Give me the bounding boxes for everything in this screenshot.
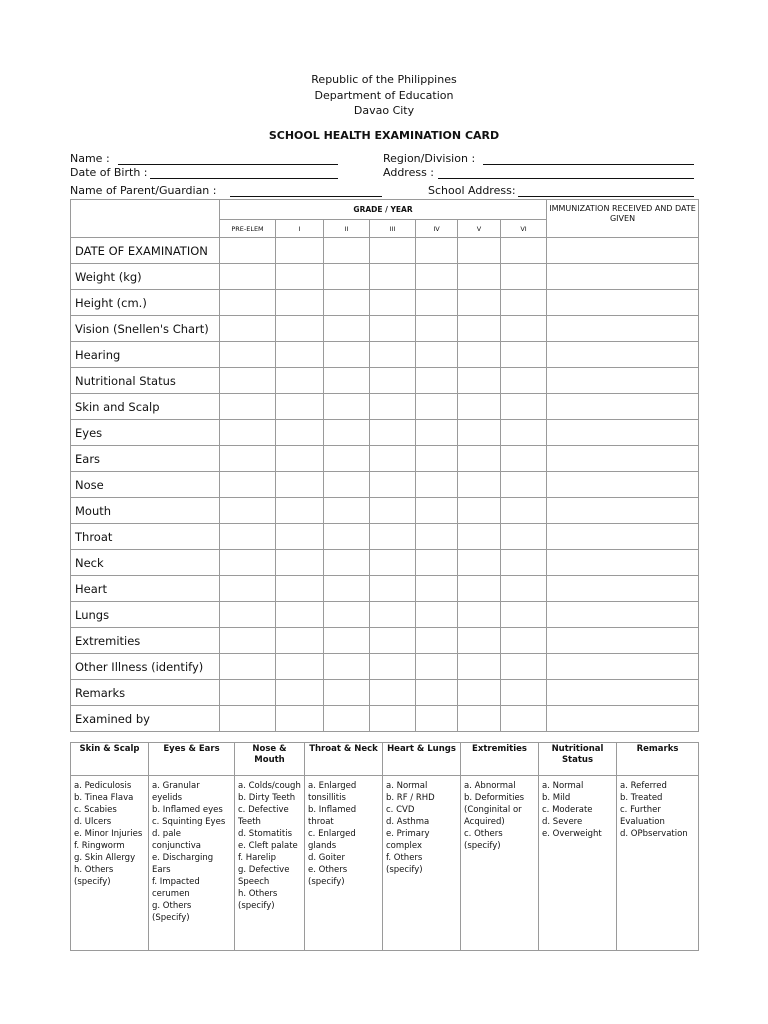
entry-cell-v[interactable] <box>458 524 501 550</box>
legend-item: g. Others (Specify) <box>152 901 192 923</box>
entry-cell-pre-elem[interactable] <box>220 680 276 706</box>
entry-cell-i[interactable] <box>276 264 324 290</box>
legend-list-extremities <box>461 776 539 951</box>
legend-header-eyes-ears: Eyes & Ears <box>149 743 235 776</box>
grade-header-pre-elem: PRE-ELEM <box>220 220 276 238</box>
row-label: Hearing <box>71 342 220 368</box>
entry-cell-vi[interactable] <box>501 446 547 472</box>
entry-cell-pre-elem[interactable] <box>220 264 276 290</box>
immunization-header: IMMUNIZATION RECEIVED AND DATE GIVEN <box>547 200 699 238</box>
legend-item: e. Minor Injuries <box>74 829 143 839</box>
legend-item: e. Others (specify) <box>308 865 348 887</box>
entry-cell-vi[interactable] <box>501 238 547 264</box>
entry-cell-iv[interactable] <box>416 576 458 602</box>
entry-cell-ii[interactable] <box>324 446 370 472</box>
school-address-field[interactable] <box>518 196 694 197</box>
legend-item: d. Severe <box>542 817 583 827</box>
entry-cell-iv[interactable] <box>416 472 458 498</box>
entry-cell-iii[interactable] <box>370 290 416 316</box>
entry-cell-iii[interactable] <box>370 446 416 472</box>
legend-item: b. Treated <box>620 793 663 803</box>
entry-cell-ii[interactable] <box>324 680 370 706</box>
grade-header-i: I <box>276 220 324 238</box>
entry-cell-vi[interactable] <box>501 420 547 446</box>
entry-cell-pre-elem[interactable] <box>220 654 276 680</box>
entry-cell-iii[interactable] <box>370 576 416 602</box>
exam-row-date-of-examination <box>71 238 699 264</box>
entry-cell-v[interactable] <box>458 472 501 498</box>
entry-cell-immunization[interactable] <box>547 368 699 394</box>
legend-item: f. Harelip <box>238 853 277 863</box>
health-exam-table <box>70 199 699 732</box>
entry-cell-v[interactable] <box>458 290 501 316</box>
exam-row-skin-and-scalp <box>71 394 699 420</box>
entry-cell-vi[interactable] <box>501 524 547 550</box>
legend-item: f. Impacted cerumen <box>152 877 200 899</box>
entry-cell-immunization[interactable] <box>547 316 699 342</box>
entry-cell-immunization[interactable] <box>547 602 699 628</box>
entry-cell-immunization[interactable] <box>547 524 699 550</box>
entry-cell-pre-elem[interactable] <box>220 238 276 264</box>
entry-cell-iv[interactable] <box>416 706 458 732</box>
address-field[interactable] <box>438 178 694 179</box>
entry-cell-iv[interactable] <box>416 680 458 706</box>
region-field[interactable] <box>483 164 694 165</box>
entry-cell-iv[interactable] <box>416 264 458 290</box>
legend-header-skin-scalp: Skin & Scalp <box>71 743 149 776</box>
entry-cell-i[interactable] <box>276 550 324 576</box>
entry-cell-i[interactable] <box>276 446 324 472</box>
entry-cell-v[interactable] <box>458 498 501 524</box>
legend-item: d. OPbservation <box>620 829 688 839</box>
entry-cell-iii[interactable] <box>370 602 416 628</box>
entry-cell-iii[interactable] <box>370 628 416 654</box>
grade-header-v: V <box>458 220 501 238</box>
legend-item: a. Colds/cough <box>238 781 301 791</box>
region-label: Region/Division : <box>383 152 476 165</box>
entry-cell-iii[interactable] <box>370 472 416 498</box>
entry-cell-v[interactable] <box>458 238 501 264</box>
entry-cell-immunization[interactable] <box>547 706 699 732</box>
legend-item: h. Others (specify) <box>74 865 114 887</box>
entry-cell-iii[interactable] <box>370 680 416 706</box>
legend-item: e. Discharging Ears <box>152 853 214 875</box>
row-label: DATE OF EXAMINATION <box>71 238 220 264</box>
legend-item: a. Normal <box>386 781 428 791</box>
entry-cell-vi[interactable] <box>501 472 547 498</box>
legend-item: a. Enlarged tonsillitis <box>308 781 357 803</box>
legend-item: d. Goiter <box>308 853 346 863</box>
entry-cell-i[interactable] <box>276 524 324 550</box>
exam-row-nose <box>71 472 699 498</box>
header-department: Department of Education <box>314 89 454 102</box>
legend-item: b. Inflamed eyes <box>152 805 223 815</box>
dob-field[interactable] <box>150 178 338 179</box>
entry-cell-immunization[interactable] <box>547 550 699 576</box>
entry-cell-i[interactable] <box>276 238 324 264</box>
exam-row-eyes <box>71 420 699 446</box>
entry-cell-iii[interactable] <box>370 524 416 550</box>
legend-header-nose-mouth: Nose & Mouth <box>235 743 305 776</box>
entry-cell-v[interactable] <box>458 706 501 732</box>
entry-cell-pre-elem[interactable] <box>220 446 276 472</box>
legend-item: e. Cleft palate <box>238 841 298 851</box>
entry-cell-iv[interactable] <box>416 602 458 628</box>
entry-cell-v[interactable] <box>458 680 501 706</box>
legend-item: d. Stomatitis <box>238 829 293 839</box>
entry-cell-ii[interactable] <box>324 342 370 368</box>
entry-cell-ii[interactable] <box>324 472 370 498</box>
name-label: Name : <box>70 152 110 165</box>
legend-header-remarks: Remarks <box>617 743 699 776</box>
row-label: Height (cm.) <box>71 290 220 316</box>
entry-cell-pre-elem[interactable] <box>220 576 276 602</box>
entry-cell-ii[interactable] <box>324 368 370 394</box>
entry-cell-iv[interactable] <box>416 628 458 654</box>
entry-cell-immunization[interactable] <box>547 290 699 316</box>
entry-cell-pre-elem[interactable] <box>220 498 276 524</box>
exam-row-mouth <box>71 498 699 524</box>
entry-cell-iii[interactable] <box>370 550 416 576</box>
entry-cell-immunization[interactable] <box>547 342 699 368</box>
entry-cell-iv[interactable] <box>416 524 458 550</box>
legend-item: h. Others (specify) <box>238 889 278 911</box>
entry-cell-vi[interactable] <box>501 316 547 342</box>
header-city: Davao City <box>353 104 415 117</box>
legend-item: b. Inflamed throat <box>308 805 357 827</box>
entry-cell-vi[interactable] <box>501 706 547 732</box>
entry-cell-ii[interactable] <box>324 654 370 680</box>
legend-header-throat-neck: Throat & Neck <box>305 743 383 776</box>
legend-item: a. Referred <box>620 781 667 791</box>
row-label: Eyes <box>71 420 220 446</box>
entry-cell-immunization[interactable] <box>547 472 699 498</box>
form-title: SCHOOL HEALTH EXAMINATION CARD <box>268 129 500 142</box>
exam-row-lungs <box>71 602 699 628</box>
legend-item: b. Dirty Teeth <box>238 793 296 803</box>
entry-cell-ii[interactable] <box>324 550 370 576</box>
entry-cell-i[interactable] <box>276 420 324 446</box>
entry-cell-i[interactable] <box>276 394 324 420</box>
entry-cell-v[interactable] <box>458 342 501 368</box>
entry-cell-v[interactable] <box>458 264 501 290</box>
table-corner-cell <box>71 200 220 238</box>
entry-cell-iv[interactable] <box>416 368 458 394</box>
grade-header-iv: IV <box>416 220 458 238</box>
entry-cell-iii[interactable] <box>370 238 416 264</box>
legend-item: d. Asthma <box>386 817 430 827</box>
row-label: Nose <box>71 472 220 498</box>
entry-cell-pre-elem[interactable] <box>220 706 276 732</box>
grade-year-header: GRADE / YEAR <box>220 200 547 220</box>
legend-item: g. Skin Allergy <box>74 853 136 863</box>
exam-row-other-illness-identify <box>71 654 699 680</box>
exam-row-height-cm <box>71 290 699 316</box>
entry-cell-vi[interactable] <box>501 680 547 706</box>
legend-list-throat-neck <box>305 776 383 951</box>
entry-cell-iii[interactable] <box>370 394 416 420</box>
entry-cell-v[interactable] <box>458 316 501 342</box>
grade-header-iii: III <box>370 220 416 238</box>
legend-item: c. Further Evaluation <box>620 805 665 827</box>
exam-row-nutritional-status <box>71 368 699 394</box>
entry-cell-ii[interactable] <box>324 576 370 602</box>
entry-cell-ii[interactable] <box>324 628 370 654</box>
entry-cell-immunization[interactable] <box>547 420 699 446</box>
entry-cell-vi[interactable] <box>501 498 547 524</box>
legend-header-heart-lungs: Heart & Lungs <box>383 743 461 776</box>
row-label: Throat <box>71 524 220 550</box>
legend-item: c. Squinting Eyes <box>152 817 226 827</box>
entry-cell-iii[interactable] <box>370 368 416 394</box>
entry-cell-i[interactable] <box>276 290 324 316</box>
entry-cell-ii[interactable] <box>324 602 370 628</box>
entry-cell-v[interactable] <box>458 654 501 680</box>
entry-cell-immunization[interactable] <box>547 394 699 420</box>
entry-cell-vi[interactable] <box>501 628 547 654</box>
entry-cell-ii[interactable] <box>324 290 370 316</box>
legend-item: b. Deformities (Conginital or Acquired) <box>464 793 525 827</box>
legend-item: c. CVD <box>386 805 415 815</box>
legend-item: a. Normal <box>542 781 584 791</box>
exam-row-hearing <box>71 342 699 368</box>
entry-cell-pre-elem[interactable] <box>220 602 276 628</box>
entry-cell-i[interactable] <box>276 602 324 628</box>
legend-item: c. Defective Teeth <box>238 805 289 827</box>
entry-cell-iii[interactable] <box>370 420 416 446</box>
entry-cell-vi[interactable] <box>501 550 547 576</box>
legend-item: a. Granular eyelids <box>152 781 200 803</box>
dob-label: Date of Birth : <box>70 166 148 179</box>
exam-row-neck <box>71 550 699 576</box>
entry-cell-pre-elem[interactable] <box>220 472 276 498</box>
grade-header-vi: VI <box>501 220 547 238</box>
legend-item: b. RF / RHD <box>386 793 435 803</box>
entry-cell-pre-elem[interactable] <box>220 420 276 446</box>
legend-item: f. Others (specify) <box>386 853 423 875</box>
entry-cell-immunization[interactable] <box>547 576 699 602</box>
row-label: Neck <box>71 550 220 576</box>
parent-label: Name of Parent/Guardian : <box>70 184 217 197</box>
legend-list-nutritional-status <box>539 776 617 951</box>
entry-cell-pre-elem[interactable] <box>220 628 276 654</box>
entry-cell-ii[interactable] <box>324 498 370 524</box>
row-label: Weight (kg) <box>71 264 220 290</box>
legend-list-nose-mouth <box>235 776 305 951</box>
entry-cell-iii[interactable] <box>370 654 416 680</box>
entry-cell-iv[interactable] <box>416 446 458 472</box>
row-label: Other Illness (identify) <box>71 654 220 680</box>
entry-cell-ii[interactable] <box>324 238 370 264</box>
entry-cell-iii[interactable] <box>370 316 416 342</box>
legend-item: g. Defective Speech <box>238 865 290 887</box>
row-label: Remarks <box>71 680 220 706</box>
entry-cell-vi[interactable] <box>501 576 547 602</box>
entry-cell-i[interactable] <box>276 316 324 342</box>
entry-cell-ii[interactable] <box>324 706 370 732</box>
entry-cell-vi[interactable] <box>501 654 547 680</box>
legend-item: d. Ulcers <box>74 817 112 827</box>
entry-cell-ii[interactable] <box>324 394 370 420</box>
entry-cell-immunization[interactable] <box>547 264 699 290</box>
exam-row-remarks <box>71 680 699 706</box>
exam-row-examined-by <box>71 706 699 732</box>
entry-cell-iii[interactable] <box>370 342 416 368</box>
entry-cell-iv[interactable] <box>416 550 458 576</box>
parent-field[interactable] <box>230 196 382 197</box>
row-label: Lungs <box>71 602 220 628</box>
row-label: Ears <box>71 446 220 472</box>
entry-cell-iv[interactable] <box>416 316 458 342</box>
exam-row-throat <box>71 524 699 550</box>
row-label: Vision (Snellen's Chart) <box>71 316 220 342</box>
entry-cell-i[interactable] <box>276 654 324 680</box>
legend-list-remarks <box>617 776 699 951</box>
exam-row-weight-kg <box>71 264 699 290</box>
entry-cell-i[interactable] <box>276 706 324 732</box>
school-address-label: School Address: <box>428 184 516 197</box>
entry-cell-immunization[interactable] <box>547 498 699 524</box>
legend-header-nutritional-status: Nutritional Status <box>539 743 617 776</box>
exam-row-vision-snellen-s-chart <box>71 316 699 342</box>
entry-cell-iv[interactable] <box>416 420 458 446</box>
legend-item: a. Pediculosis <box>74 781 132 791</box>
exam-row-extremities <box>71 628 699 654</box>
entry-cell-pre-elem[interactable] <box>220 394 276 420</box>
legend-list-heart-lungs <box>383 776 461 951</box>
legend-item: c. Moderate <box>542 805 593 815</box>
entry-cell-pre-elem[interactable] <box>220 524 276 550</box>
entry-cell-immunization[interactable] <box>547 628 699 654</box>
legend-item: c. Others (specify) <box>464 829 503 851</box>
row-label: Skin and Scalp <box>71 394 220 420</box>
entry-cell-iv[interactable] <box>416 654 458 680</box>
entry-cell-vi[interactable] <box>501 394 547 420</box>
entry-cell-pre-elem[interactable] <box>220 342 276 368</box>
entry-cell-vi[interactable] <box>501 602 547 628</box>
entry-cell-v[interactable] <box>458 628 501 654</box>
entry-cell-immunization[interactable] <box>547 680 699 706</box>
entry-cell-iv[interactable] <box>416 394 458 420</box>
entry-cell-v[interactable] <box>458 420 501 446</box>
legend-item: c. Scabies <box>74 805 117 815</box>
entry-cell-i[interactable] <box>276 498 324 524</box>
entry-cell-v[interactable] <box>458 368 501 394</box>
entry-cell-immunization[interactable] <box>547 238 699 264</box>
grade-header-ii: II <box>324 220 370 238</box>
entry-cell-ii[interactable] <box>324 524 370 550</box>
legend-item: e. Primary complex <box>386 829 430 851</box>
legend-item: d. pale conjunctiva <box>152 829 202 851</box>
legend-header-extremities: Extremities <box>461 743 539 776</box>
row-label: Heart <box>71 576 220 602</box>
entry-cell-iv[interactable] <box>416 498 458 524</box>
entry-cell-i[interactable] <box>276 680 324 706</box>
entry-cell-v[interactable] <box>458 446 501 472</box>
legend-list-skin-scalp <box>71 776 149 951</box>
entry-cell-vi[interactable] <box>501 264 547 290</box>
entry-cell-immunization[interactable] <box>547 446 699 472</box>
legend-item: b. Mild <box>542 793 571 803</box>
entry-cell-iii[interactable] <box>370 498 416 524</box>
entry-cell-v[interactable] <box>458 576 501 602</box>
entry-cell-i[interactable] <box>276 628 324 654</box>
address-label: Address : <box>383 166 435 179</box>
entry-cell-v[interactable] <box>458 550 501 576</box>
header-republic: Republic of the Philippines <box>311 73 457 86</box>
row-label: Mouth <box>71 498 220 524</box>
legend-table <box>70 742 699 951</box>
entry-cell-iii[interactable] <box>370 264 416 290</box>
entry-cell-pre-elem[interactable] <box>220 316 276 342</box>
entry-cell-ii[interactable] <box>324 264 370 290</box>
legend-item: c. Enlarged glands <box>308 829 356 851</box>
entry-cell-iv[interactable] <box>416 342 458 368</box>
entry-cell-i[interactable] <box>276 576 324 602</box>
entry-cell-ii[interactable] <box>324 420 370 446</box>
entry-cell-pre-elem[interactable] <box>220 368 276 394</box>
entry-cell-vi[interactable] <box>501 368 547 394</box>
exam-row-heart <box>71 576 699 602</box>
legend-item: f. Ringworm <box>74 841 125 851</box>
name-field[interactable] <box>118 164 338 165</box>
entry-cell-pre-elem[interactable] <box>220 550 276 576</box>
row-label: Nutritional Status <box>71 368 220 394</box>
entry-cell-v[interactable] <box>458 394 501 420</box>
legend-item: e. Overweight <box>542 829 602 839</box>
entry-cell-v[interactable] <box>458 602 501 628</box>
entry-cell-vi[interactable] <box>501 290 547 316</box>
entry-cell-immunization[interactable] <box>547 654 699 680</box>
legend-item: b. Tinea Flava <box>74 793 134 803</box>
row-label: Extremities <box>71 628 220 654</box>
legend-list-eyes-ears <box>149 776 235 951</box>
exam-row-ears <box>71 446 699 472</box>
entry-cell-i[interactable] <box>276 472 324 498</box>
entry-cell-iv[interactable] <box>416 238 458 264</box>
entry-cell-ii[interactable] <box>324 316 370 342</box>
entry-cell-iv[interactable] <box>416 290 458 316</box>
entry-cell-i[interactable] <box>276 342 324 368</box>
entry-cell-i[interactable] <box>276 368 324 394</box>
row-label: Examined by <box>71 706 220 732</box>
legend-item: a. Abnormal <box>464 781 516 791</box>
entry-cell-vi[interactable] <box>501 342 547 368</box>
entry-cell-pre-elem[interactable] <box>220 290 276 316</box>
entry-cell-iii[interactable] <box>370 706 416 732</box>
